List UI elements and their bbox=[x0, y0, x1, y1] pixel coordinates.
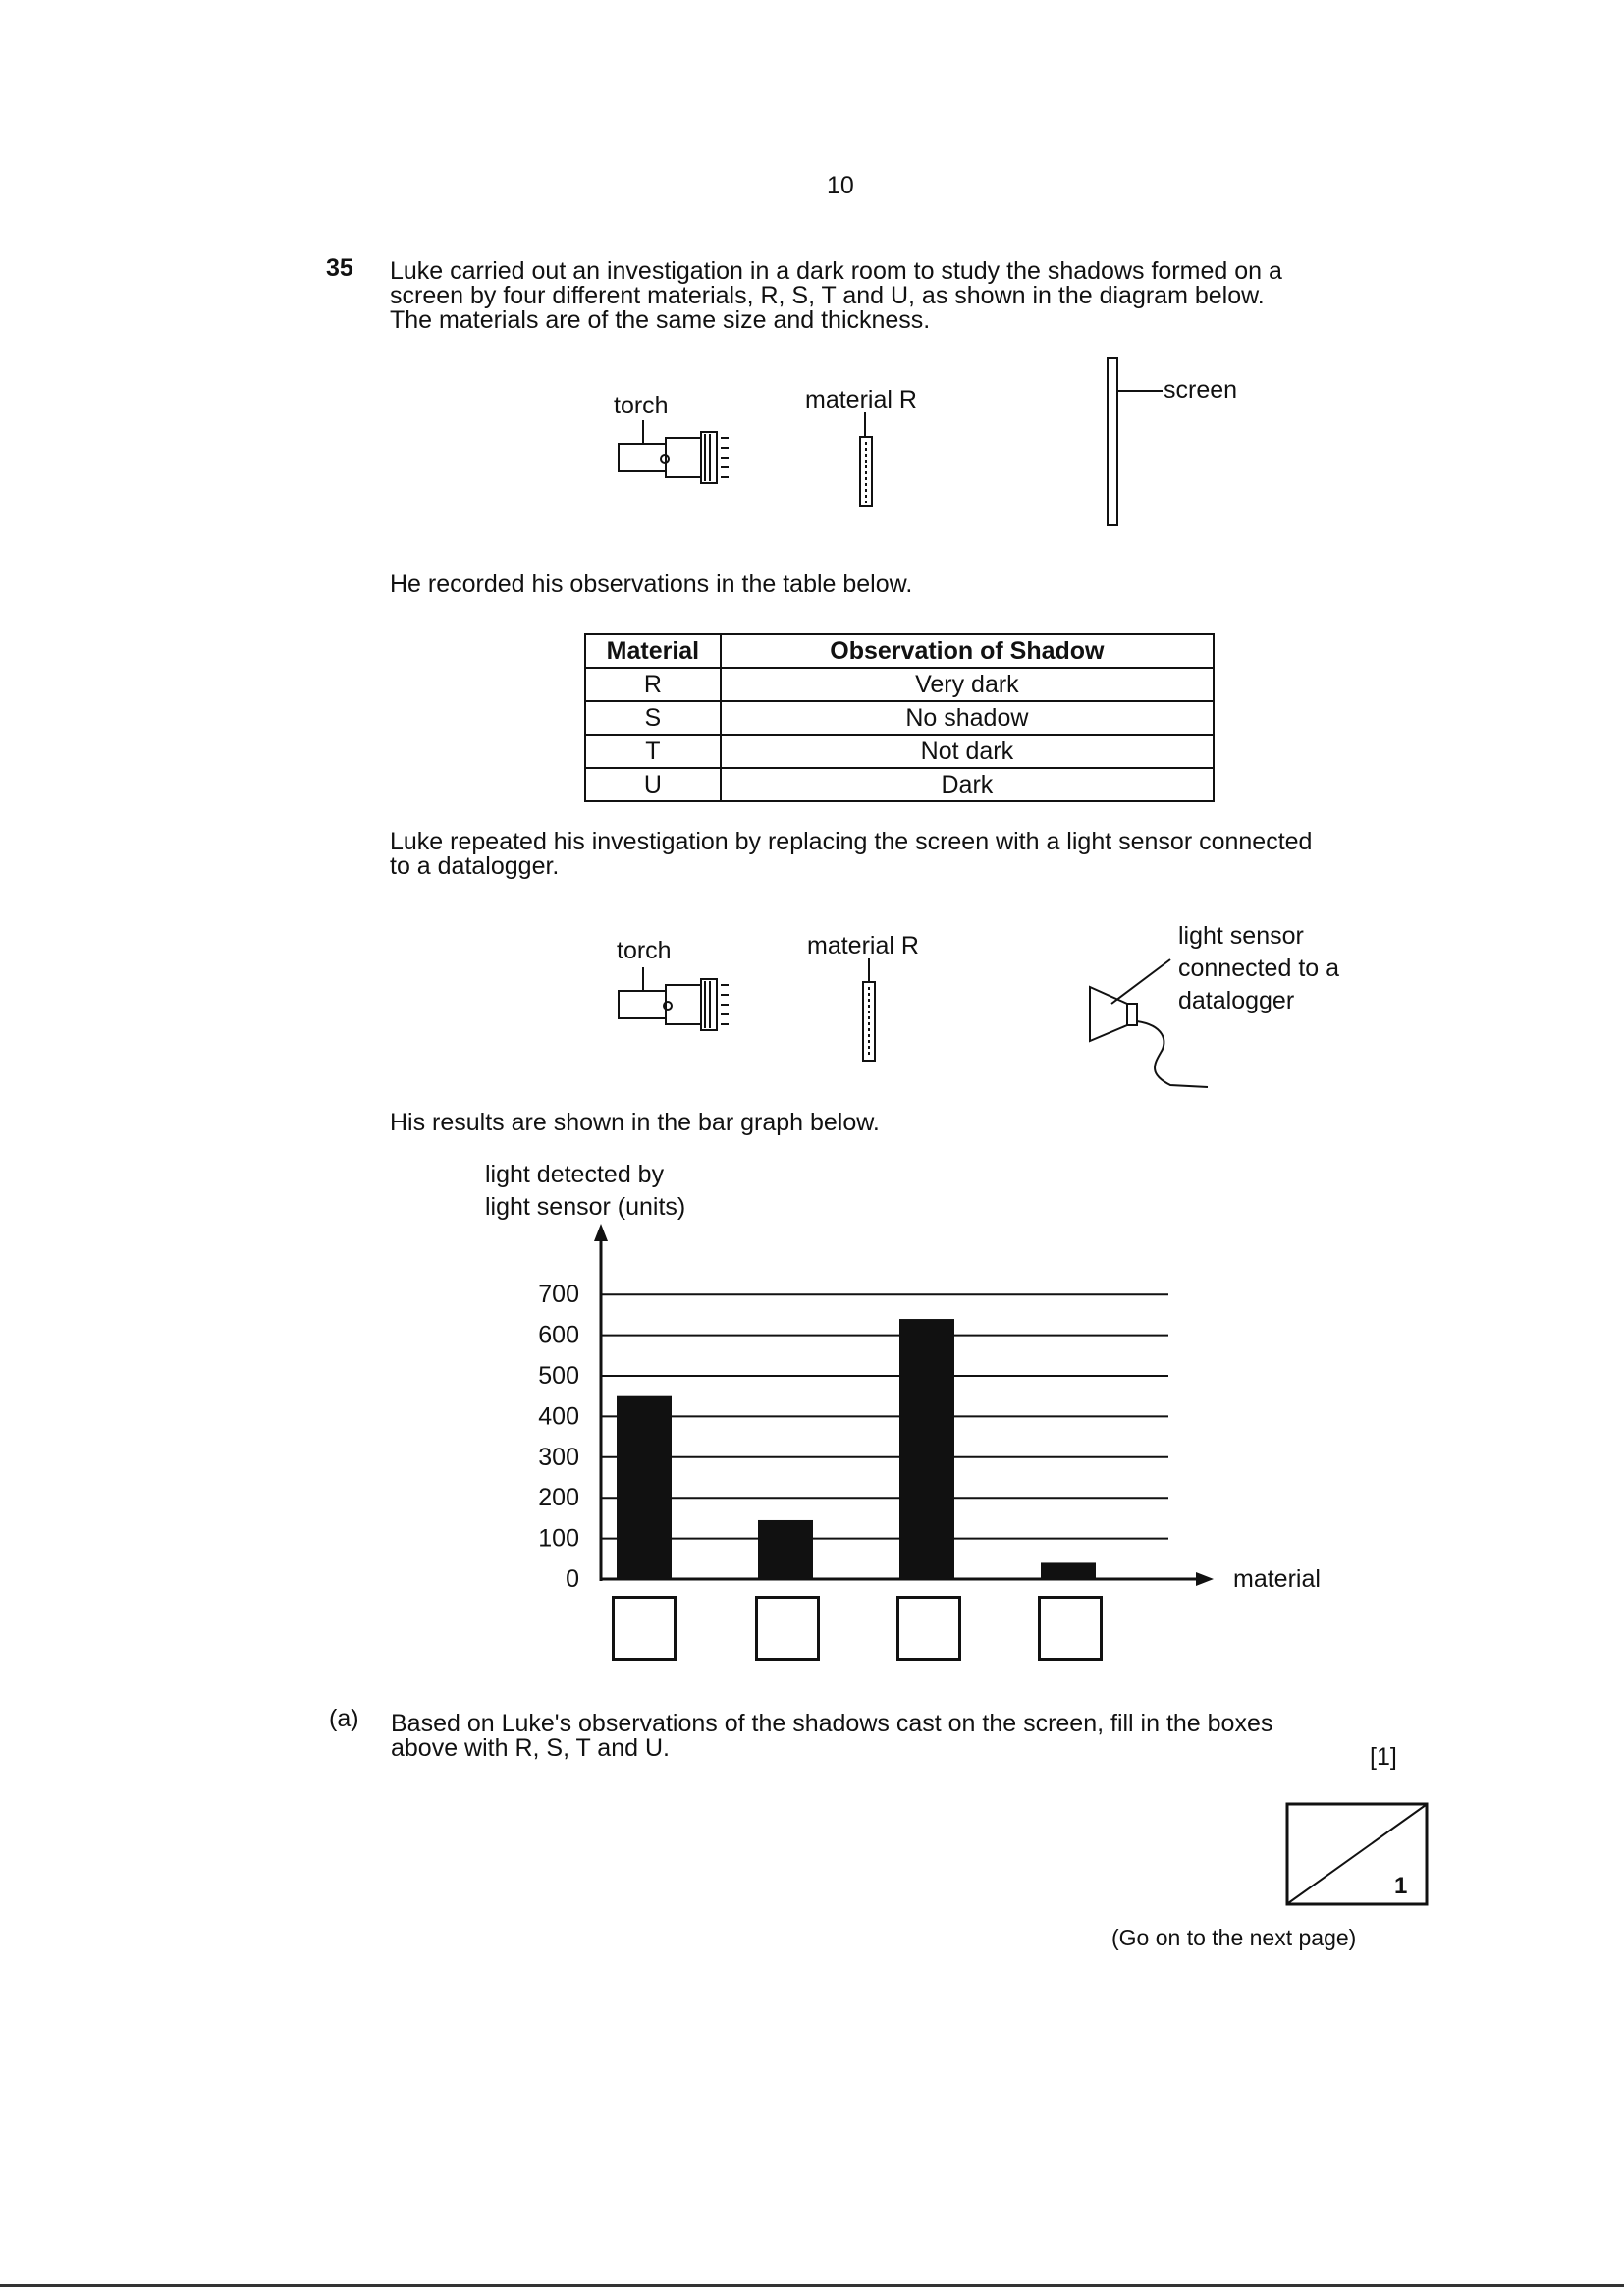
repeat-text bbox=[390, 830, 1312, 879]
material-label: material R bbox=[805, 386, 917, 413]
table-cell: No shadow bbox=[721, 701, 1214, 735]
repeat-line: to a datalogger. bbox=[390, 852, 560, 880]
part-a-line: above with R, S, T and U. bbox=[391, 1734, 670, 1762]
table-cell: R bbox=[585, 668, 721, 701]
repeat-line: Luke repeated his investigation by replacing the screen with a light sensor connected bbox=[390, 828, 1313, 855]
score-box bbox=[1284, 1801, 1432, 1909]
y-tick-label: 500 bbox=[538, 1362, 579, 1390]
page-number: 10 bbox=[827, 172, 854, 199]
sensor-label-line: connected to a bbox=[1178, 955, 1340, 982]
marks-label: [1] bbox=[1370, 1743, 1397, 1771]
table-cell: U bbox=[585, 768, 721, 801]
intro-line: Luke carried out an investigation in a dark room to study the shadows formed on a bbox=[390, 257, 1282, 285]
y-tick-label: 400 bbox=[538, 1402, 579, 1431]
table-row bbox=[585, 668, 1214, 701]
screen-icon bbox=[1108, 358, 1163, 525]
bars bbox=[617, 1319, 1096, 1579]
part-a-label: (a) bbox=[329, 1705, 359, 1732]
y-axis-arrow-icon bbox=[594, 1224, 608, 1241]
torch-label: torch bbox=[614, 392, 669, 419]
material-r-icon bbox=[860, 412, 872, 506]
footer-text: (Go on to the next page) bbox=[1111, 1925, 1357, 1950]
x-axis-arrow-icon bbox=[1196, 1572, 1214, 1586]
material-label-2: material R bbox=[807, 932, 919, 959]
y-tick-label: 0 bbox=[566, 1565, 579, 1593]
page-bottom-rule bbox=[0, 2284, 1624, 2287]
sensor-label-line: datalogger bbox=[1178, 987, 1295, 1014]
light-sensor-icon bbox=[1090, 959, 1208, 1087]
results-text: His results are shown in the bar graph below. bbox=[390, 1109, 880, 1136]
bar bbox=[617, 1396, 672, 1579]
table-header-row bbox=[585, 634, 1214, 668]
y-axis-label-line: light detected by bbox=[485, 1161, 665, 1188]
part-a-text bbox=[391, 1712, 1272, 1761]
gridlines bbox=[601, 1294, 1168, 1538]
y-tick-label: 200 bbox=[538, 1484, 579, 1512]
table-row bbox=[585, 701, 1214, 735]
torch-icon bbox=[619, 420, 729, 483]
y-tick-label: 600 bbox=[538, 1321, 579, 1349]
question-number: 35 bbox=[326, 254, 353, 282]
screen-label: screen bbox=[1164, 376, 1238, 404]
answer-box[interactable] bbox=[612, 1596, 677, 1661]
y-tick-label: 300 bbox=[538, 1443, 579, 1471]
x-axis-label: material bbox=[1233, 1565, 1321, 1593]
setup-diagram-screen bbox=[589, 354, 1276, 530]
material-r-icon bbox=[863, 958, 875, 1061]
answer-box[interactable] bbox=[1038, 1596, 1103, 1661]
intro-line: screen by four different materials, R, S, T and U, as shown in the diagram below. bbox=[390, 282, 1265, 309]
part-a-line: Based on Luke's observations of the shadows cast on the screen, fill in the boxes bbox=[391, 1710, 1273, 1737]
recorded-text: He recorded his observations in the table below. bbox=[390, 571, 913, 598]
intro-line: The materials are of the same size and thickness. bbox=[390, 306, 931, 334]
table-cell: Not dark bbox=[721, 735, 1214, 768]
y-axis-label-line: light sensor (units) bbox=[485, 1193, 686, 1221]
table-cell: Very dark bbox=[721, 668, 1214, 701]
torch-label-2: torch bbox=[617, 937, 672, 964]
torch-icon bbox=[619, 967, 729, 1030]
setup-diagram-sensor bbox=[589, 943, 1237, 1090]
y-tick-labels bbox=[538, 1281, 579, 1593]
table-header: Material bbox=[585, 634, 721, 668]
table-cell: Dark bbox=[721, 768, 1214, 801]
table-row bbox=[585, 735, 1214, 768]
bar bbox=[758, 1520, 813, 1579]
y-tick-label: 700 bbox=[538, 1281, 579, 1309]
bar bbox=[899, 1319, 954, 1579]
table-header: Observation of Shadow bbox=[721, 634, 1214, 668]
answer-box[interactable] bbox=[896, 1596, 961, 1661]
sensor-label-line: light sensor bbox=[1178, 922, 1304, 950]
observation-table bbox=[584, 633, 1215, 802]
bar bbox=[1041, 1562, 1096, 1579]
question-intro bbox=[390, 259, 1282, 333]
table-row bbox=[585, 768, 1214, 801]
table-cell: S bbox=[585, 701, 721, 735]
answer-box[interactable] bbox=[755, 1596, 820, 1661]
y-tick-label: 100 bbox=[538, 1524, 579, 1553]
table-cell: T bbox=[585, 735, 721, 768]
score-value: 1 bbox=[1394, 1873, 1408, 1899]
